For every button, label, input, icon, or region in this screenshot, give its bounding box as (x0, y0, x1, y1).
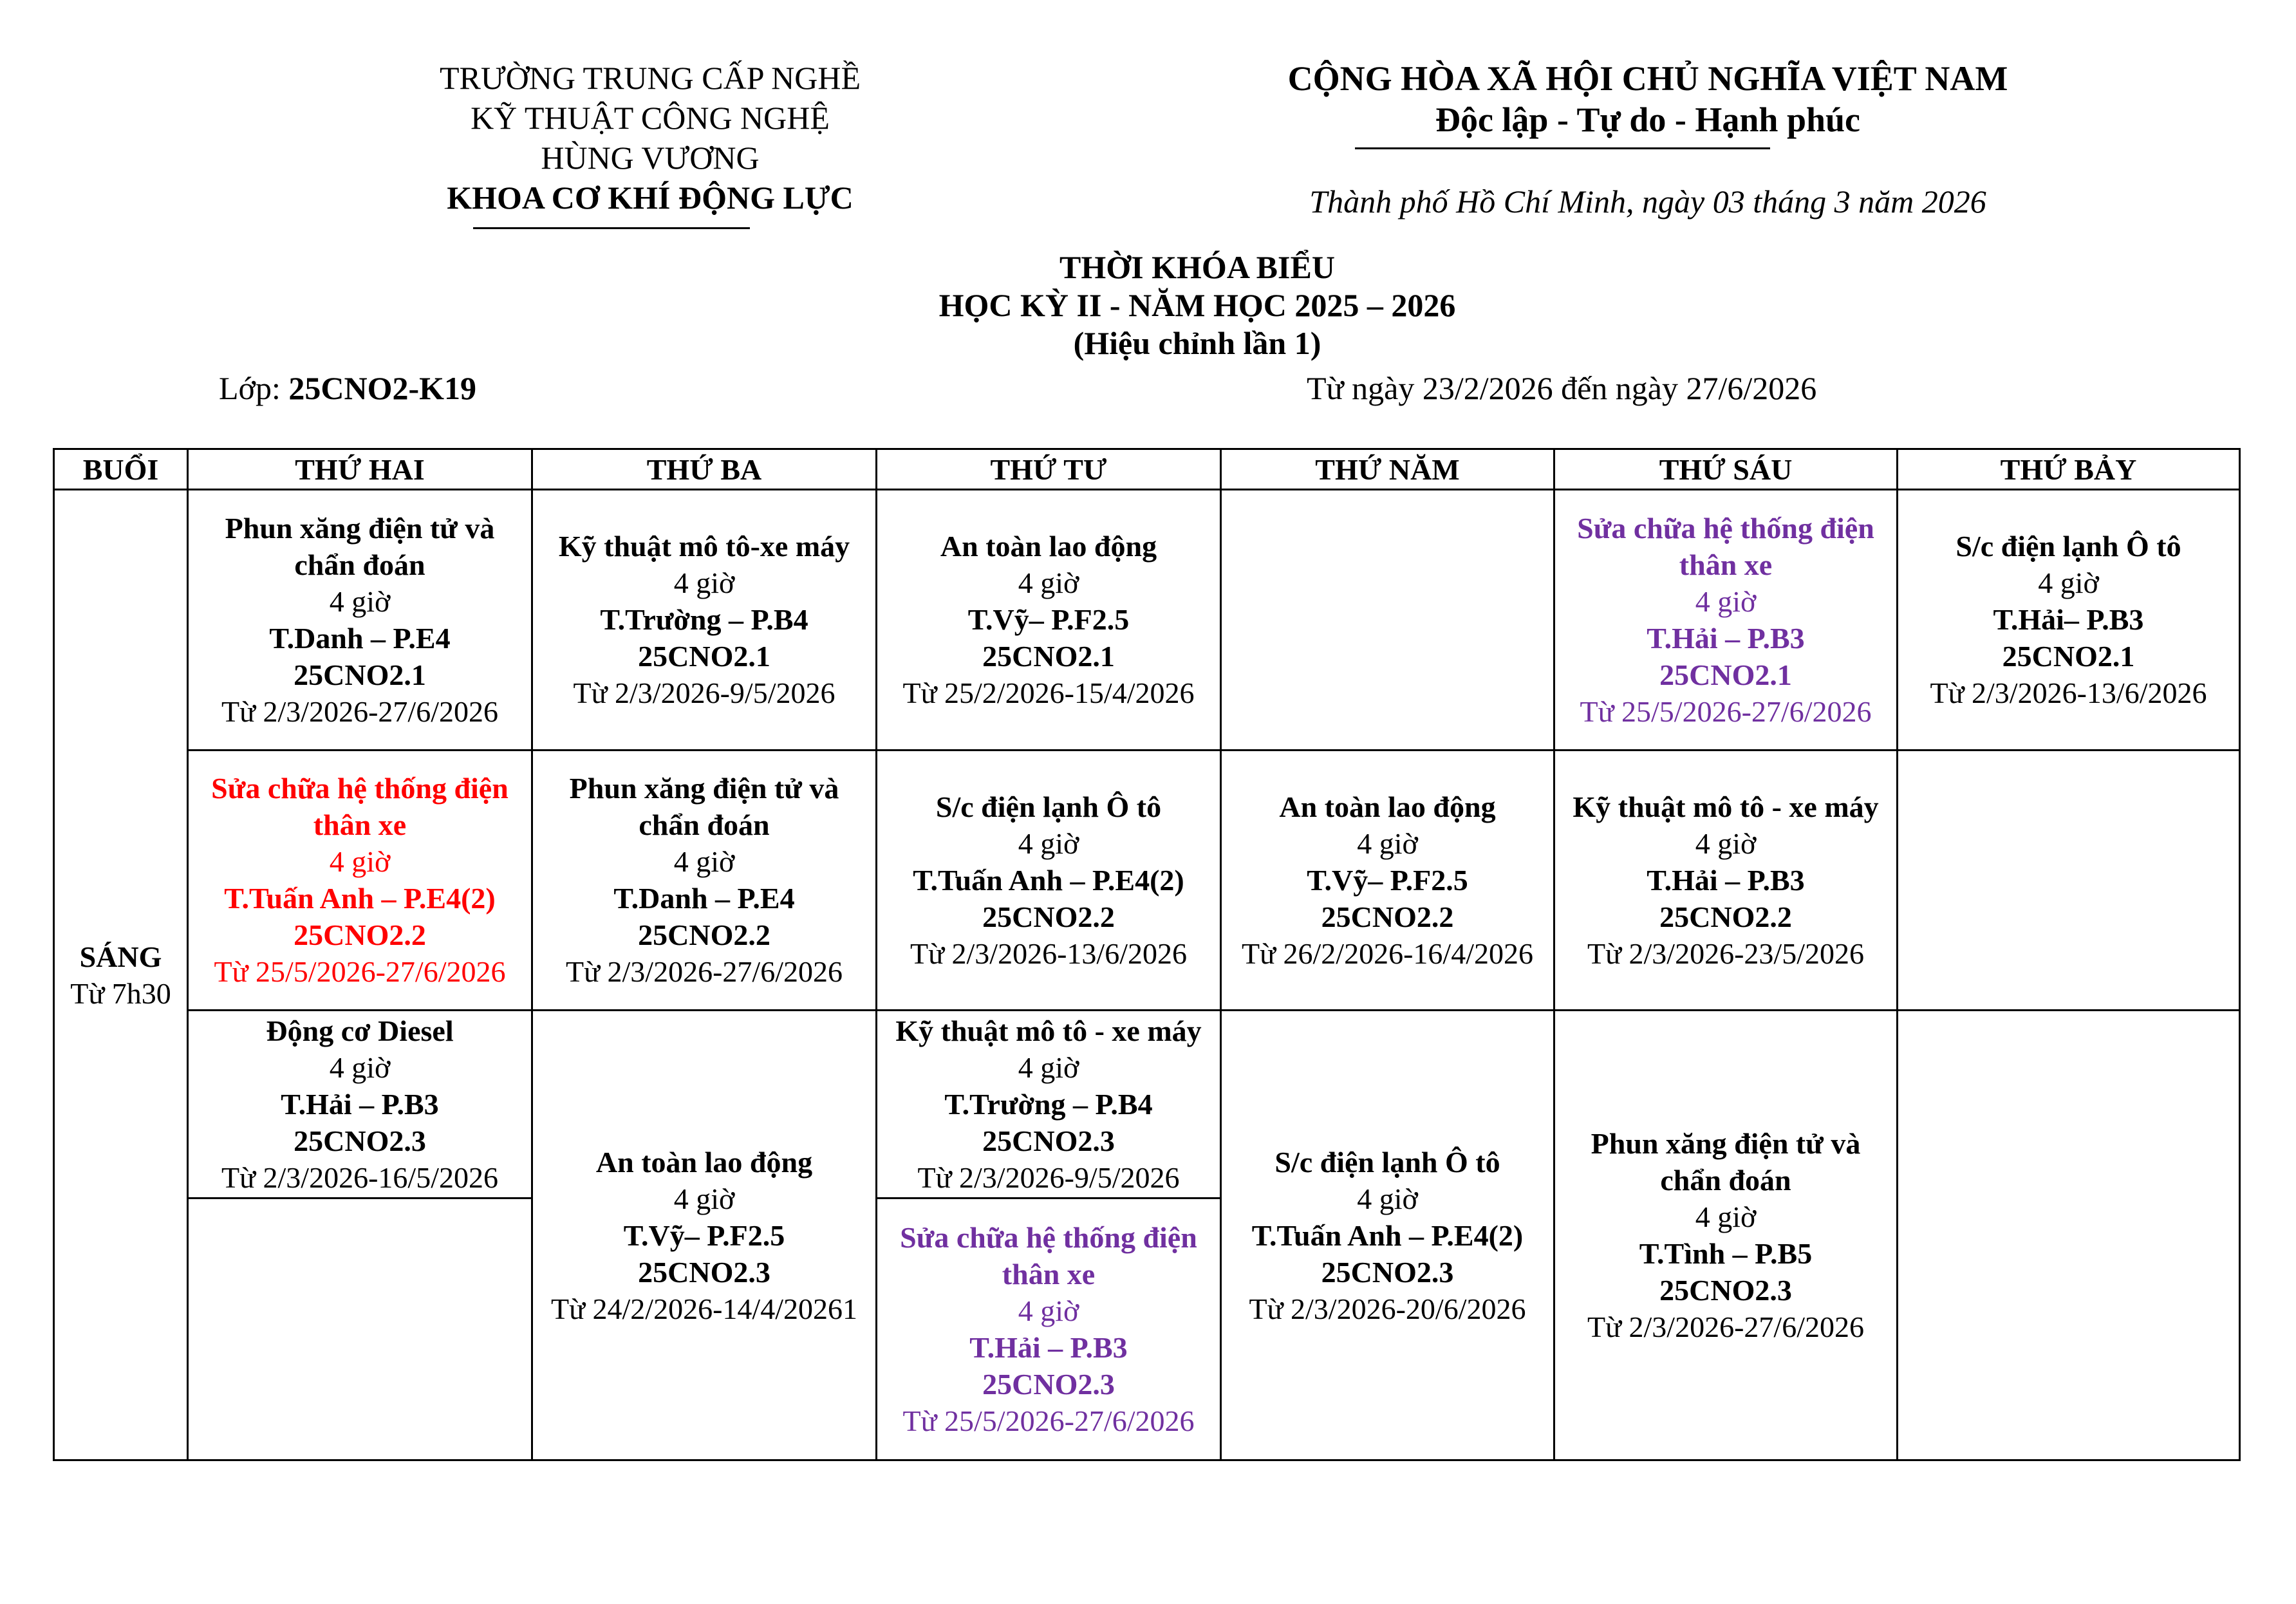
subject: An toàn lao động (940, 530, 1157, 563)
place-date: Thành phố Hồ Chí Minh, ngày 03 tháng 3 năm 2026 (1309, 183, 1986, 219)
class-code: 25CNO2-K19 (288, 370, 477, 406)
class-cell (188, 1011, 532, 1198)
date-span: Từ 2/3/2026-13/6/2026 (910, 937, 1187, 970)
school-line-3: HÙNG VƯƠNG (541, 140, 760, 176)
schedule-row (54, 490, 2240, 751)
teacher-room: T.Tuấn Anh – P.E4(2) (224, 882, 496, 915)
date-range: Từ ngày 23/2/2026 đến ngày 27/6/2026 (1307, 370, 1817, 406)
school-line-2: KỸ THUẬT CÔNG NGHỆ (471, 100, 830, 136)
date-span: Từ 25/5/2026-27/6/2026 (1580, 695, 1872, 728)
hours: 4 giờ (329, 845, 391, 879)
class-cell (877, 1011, 1221, 1198)
republic-title: CỘNG HÒA XÃ HỘI CHỦ NGHĨA VIỆT NAM (1287, 59, 2008, 98)
class-cell (1221, 750, 1554, 1011)
motto-underline (1355, 147, 1770, 149)
class-cell (1554, 750, 1898, 1011)
group: 25CNO2.3 (294, 1124, 426, 1158)
date-span: Từ 25/5/2026-27/6/2026 (902, 1404, 1195, 1438)
hours: 4 giờ (1695, 1200, 1757, 1234)
group: 25CNO2.3 (638, 1255, 770, 1289)
session-cell (54, 490, 188, 1460)
subject: Kỹ thuật mô tô-xe máy (558, 530, 850, 563)
hours: 4 giờ (2038, 566, 2099, 600)
group: 25CNO2.1 (1659, 658, 1792, 691)
republic-block (1159, 58, 2137, 140)
date-span: Từ 2/3/2026-20/6/2026 (1249, 1292, 1526, 1325)
document-title (682, 248, 1712, 362)
date-span: Từ 2/3/2026-27/6/2026 (566, 955, 843, 989)
teacher-room: T.Hải – P.B3 (969, 1331, 1128, 1365)
subject: Sửa chữa hệ thống điện thân xe (900, 1221, 1197, 1291)
col-header-tuesday: THỨ BA (532, 449, 877, 490)
teacher-room: T.Tuấn Anh – P.E4(2) (913, 863, 1184, 897)
school-name (360, 58, 940, 218)
group: 25CNO2.1 (982, 640, 1115, 673)
subject: Phun xăng điện tử và chẩn đoán (225, 511, 495, 581)
date-span: Từ 2/3/2026-27/6/2026 (1587, 1310, 1864, 1344)
group: 25CNO2.1 (638, 640, 770, 673)
col-header-thursday: THỨ NĂM (1221, 449, 1554, 490)
title-line-3: (Hiệu chỉnh lần 1) (1073, 325, 1321, 361)
group: 25CNO2.1 (294, 658, 426, 691)
date-span: Từ 24/2/2026-14/4/20261 (551, 1292, 857, 1325)
session-name: SÁNG (79, 940, 162, 973)
group: 25CNO2.3 (982, 1124, 1115, 1158)
teacher-room: T.Vỹ– P.F2.5 (967, 603, 1130, 637)
schedule-row (54, 750, 2240, 1011)
teacher-room: T.Tuấn Anh – P.E4(2) (1251, 1218, 1524, 1252)
col-header-wednesday: THỨ TƯ (877, 449, 1221, 490)
empty-cell (188, 1198, 532, 1460)
group: 25CNO2.2 (1321, 900, 1454, 933)
teacher-room: T.Vỹ– P.F2.5 (623, 1218, 785, 1252)
group: 25CNO2.1 (2002, 640, 2135, 673)
teacher-room: T.Danh – P.E4 (613, 882, 795, 915)
hours: 4 giờ (1357, 826, 1418, 860)
teacher-room: T.Trường – P.B4 (600, 603, 808, 637)
title-line-2: HỌC KỲ II - NĂM HỌC 2025 – 2026 (938, 287, 1456, 323)
class-cell (1221, 1011, 1554, 1460)
timetable (53, 448, 2241, 1461)
teacher-room: T.Hải– P.B3 (1993, 603, 2144, 637)
hours: 4 giờ (1695, 826, 1757, 860)
schedule-row (54, 1011, 2240, 1198)
motto: Độc lập - Tự do - Hạnh phúc (1435, 100, 1861, 139)
subject: S/c điện lạnh Ô tô (1955, 530, 2181, 563)
faculty-name: KHOA CƠ KHÍ ĐỘNG LỰC (447, 180, 854, 216)
hours: 4 giờ (1695, 584, 1757, 618)
date-span: Từ 2/3/2026-16/5/2026 (221, 1161, 498, 1195)
teacher-room: T.Vỹ– P.F2.5 (1307, 863, 1468, 897)
empty-cell (1898, 750, 2240, 1011)
date-span: Từ 26/2/2026-16/4/2026 (1242, 937, 1533, 970)
hours: 4 giờ (1357, 1182, 1418, 1215)
subject: S/c điện lạnh Ô tô (1274, 1145, 1500, 1179)
class-cell (188, 750, 532, 1011)
subject: Kỹ thuật mô tô - xe máy (1573, 790, 1879, 823)
subject: Sửa chữa hệ thống điện thân xe (211, 772, 509, 842)
hours: 4 giờ (329, 584, 391, 618)
hours: 4 giờ (673, 566, 735, 600)
class-cell (532, 490, 877, 751)
class-cell (1898, 490, 2240, 751)
school-line-1: TRƯỜNG TRUNG CẤP NGHỀ (439, 60, 861, 96)
subject: Phun xăng điện tử và chẩn đoán (1591, 1127, 1861, 1197)
group: 25CNO2.3 (1659, 1274, 1792, 1307)
col-header-friday: THỨ SÁU (1554, 449, 1898, 490)
class-label-text: Lớp: (219, 370, 289, 406)
class-cell (532, 750, 877, 1011)
col-header-saturday: THỨ BẢY (1898, 449, 2240, 490)
group: 25CNO2.2 (294, 919, 426, 952)
date-span: Từ 2/3/2026-9/5/2026 (573, 676, 835, 710)
date-span: Từ 25/2/2026-15/4/2026 (902, 676, 1195, 710)
class-cell (877, 750, 1221, 1011)
session-time: Từ 7h30 (70, 976, 171, 1010)
subject: Động cơ Diesel (266, 1014, 454, 1048)
group: 25CNO2.2 (982, 900, 1115, 933)
teacher-room: T.Hải – P.B3 (1647, 621, 1805, 655)
group: 25CNO2.3 (982, 1368, 1115, 1401)
date-span: Từ 25/5/2026-27/6/2026 (214, 955, 506, 989)
class-cell (532, 1011, 877, 1460)
teacher-room: T.Danh – P.E4 (269, 621, 451, 655)
subject: An toàn lao động (1279, 790, 1496, 823)
subject: S/c điện lạnh Ô tô (935, 790, 1162, 823)
class-cell (877, 490, 1221, 751)
subject: Kỹ thuật mô tô - xe máy (895, 1014, 1202, 1048)
faculty-underline (473, 227, 750, 229)
teacher-room: T.Hải – P.B3 (281, 1088, 439, 1121)
empty-cell (1221, 490, 1554, 751)
title-line-1: THỜI KHÓA BIỂU (1059, 249, 1335, 285)
date-span: Từ 2/3/2026-27/6/2026 (221, 695, 498, 728)
group: 25CNO2.3 (1321, 1255, 1454, 1289)
hours: 4 giờ (673, 1182, 735, 1215)
class-cell (877, 1198, 1221, 1460)
group: 25CNO2.2 (1659, 900, 1792, 933)
hours: 4 giờ (1018, 1294, 1079, 1328)
class-cell (1554, 1011, 1898, 1460)
teacher-room: T.Tình – P.B5 (1639, 1237, 1813, 1271)
subject: Sửa chữa hệ thống điện thân xe (1577, 511, 1874, 581)
hours: 4 giờ (1018, 566, 1079, 600)
hours: 4 giờ (673, 845, 735, 879)
date-span: Từ 2/3/2026-9/5/2026 (917, 1161, 1180, 1195)
header-row (54, 449, 2240, 490)
teacher-room: T.Hải – P.B3 (1647, 863, 1805, 897)
col-header-session: BUỔI (54, 449, 188, 490)
hours: 4 giờ (1018, 826, 1079, 860)
date-span: Từ 2/3/2026-23/5/2026 (1587, 937, 1864, 970)
subject: Phun xăng điện tử và chẩn đoán (569, 772, 839, 842)
class-cell (188, 490, 532, 751)
hours: 4 giờ (1018, 1051, 1079, 1085)
col-header-monday: THỨ HAI (188, 449, 532, 490)
class-label (219, 368, 476, 408)
empty-cell (1898, 1011, 2240, 1460)
date-span: Từ 2/3/2026-13/6/2026 (1930, 676, 2207, 710)
class-cell (1554, 490, 1898, 751)
hours: 4 giờ (329, 1051, 391, 1085)
group: 25CNO2.2 (638, 919, 770, 952)
subject: An toàn lao động (595, 1145, 813, 1179)
teacher-room: T.Trường – P.B4 (944, 1088, 1153, 1121)
